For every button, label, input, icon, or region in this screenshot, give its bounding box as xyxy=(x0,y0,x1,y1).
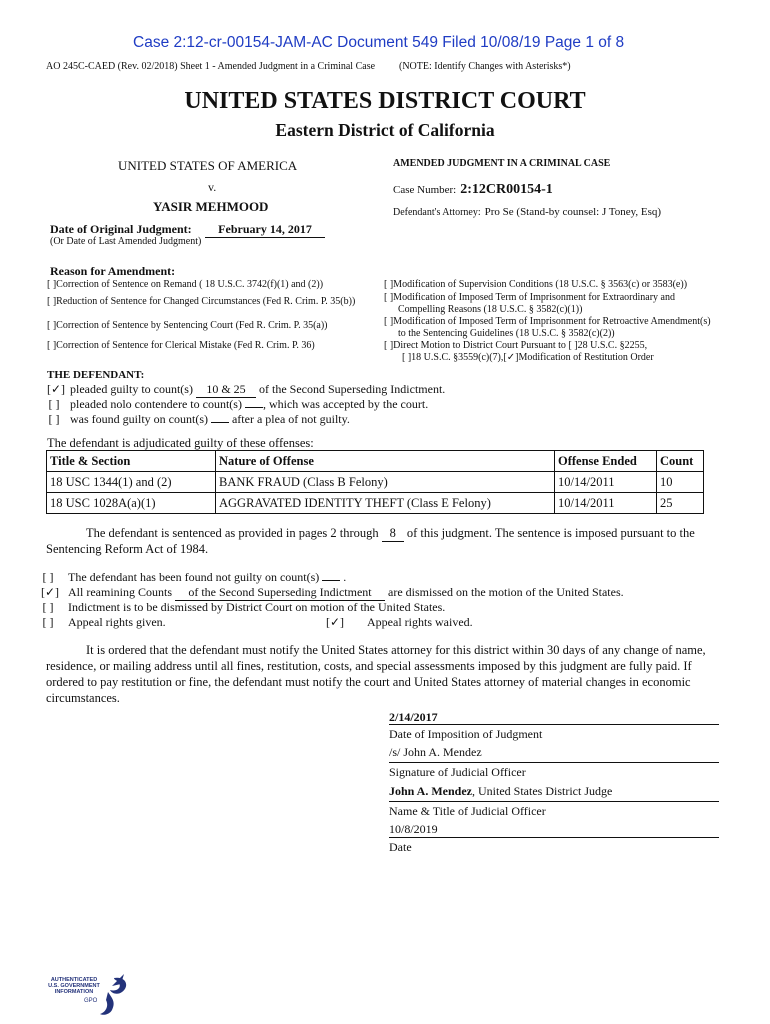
appeal-waived-line[interactable]: [✓] Appeal rights waived. xyxy=(326,615,473,629)
form-number: AO 245C-CAED (Rev. 02/2018) Sheet 1 - Amended Judgment in a Criminal Case xyxy=(46,61,376,72)
document-type: AMENDED JUDGMENT IN A CRIMINAL CASE xyxy=(393,158,611,169)
imposition-rule xyxy=(389,724,719,725)
col-count: Count xyxy=(657,451,704,472)
cell-nature: BANK FRAUD (Class B Felony) xyxy=(216,472,555,493)
indictment-checkbox[interactable]: [ ] xyxy=(42,600,54,614)
amend-right-5[interactable]: [ ]18 U.S.C. §3559(c)(7),[✓]Modification of Restitution Order xyxy=(402,352,654,363)
not-guilty-line[interactable]: [ ] The defendant has been found not guilty on count(s) . xyxy=(42,570,347,584)
imposition-label: Date of Imposition of Judgment xyxy=(389,727,543,741)
signature-date: 10/8/2019 xyxy=(389,822,438,836)
notice-paragraph: It is ordered that the defendant must notify the United States attorney for this district within 30 days of any change of name, residence, or mailing address until all fines, restitution, costs, and special assessments imposed by this judgment are fully paid. If ordered to pay restitution or fine, the defendant must notify the court and United States attorney of material changes in economic circumstances. xyxy=(46,643,706,705)
cell-count: 25 xyxy=(657,493,704,514)
remaining-counts-checkbox[interactable]: [✓] xyxy=(41,585,60,599)
plea-guilty-line[interactable]: [✓] pleaded guilty to count(s) 10 & 25 of the Second Superseding Indictment. xyxy=(47,382,446,396)
appeal-waived-checkbox[interactable]: [✓] xyxy=(326,615,345,629)
not-guilty-counts xyxy=(322,580,340,581)
amend-right-2-cont: Compelling Reasons (18 U.S.C. § 3582(c)(1)) xyxy=(398,304,583,315)
sentence-line-1: The defendant is sentenced as provided in pages 2 through 8 of this judgment. The sentence is imposed pursuant to the xyxy=(86,526,695,540)
not-guilty-checkbox[interactable]: [ ] xyxy=(42,570,54,584)
defendant-name: YASIR MEHMOOD xyxy=(153,199,269,214)
district-name: Eastern District of California xyxy=(275,120,495,140)
plea-nolo-checkbox[interactable]: [ ] xyxy=(48,397,60,411)
name-title-rule xyxy=(389,801,719,802)
found-guilty-line[interactable]: [ ] was found guilty on count(s) after a plea of not guilty. xyxy=(48,412,350,426)
cell-nature: AGGRAVATED IDENTITY THEFT (Class E Felony) xyxy=(216,493,555,514)
attorney-line xyxy=(393,202,661,220)
amend-right-3[interactable]: [ ]Modification of Imposed Term of Imprisonment for Retroactive Amendment(s) xyxy=(384,316,711,327)
plea-nolo-line[interactable]: [ ] pleaded nolo contendere to count(s) , which was accepted by the court. xyxy=(48,397,429,411)
judge-name-line xyxy=(389,784,612,799)
case-number: 2:12CR00154-1 xyxy=(460,182,553,197)
table-row xyxy=(47,493,704,514)
amendment-heading: Reason for Amendment: xyxy=(50,264,176,278)
appeal-given-line[interactable]: [ ] Appeal rights given. xyxy=(42,615,166,629)
indictment-line[interactable]: [ ] Indictment is to be dismissed by District Court on motion of the United States. xyxy=(42,600,446,614)
amend-right-3-cont: to the Sentencing Guidelines (18 U.S.C. § 3582(c)(2)) xyxy=(398,328,615,339)
judge-title: , United States District Judge xyxy=(472,784,613,798)
found-guilty-counts xyxy=(211,422,229,423)
amend-right-1[interactable]: [ ]Modification of Supervision Conditions (18 U.S.C. § 3563(c) or 3583(e)) xyxy=(384,279,688,290)
plaintiff-name: UNITED STATES OF AMERICA xyxy=(118,158,298,173)
remaining-counts-value: of the Second Superseding Indictment xyxy=(175,585,385,601)
defendant-heading: THE DEFENDANT: xyxy=(47,369,145,381)
date-label: Date xyxy=(389,840,412,854)
gpo-seal-text: AUTHENTICATED U.S. GOVERNMENT INFORMATION xyxy=(48,977,100,995)
amend-left-4[interactable]: [ ]Correction of Sentence for Clerical Mistake (Fed R. Crim. P. 36) xyxy=(47,340,315,351)
filing-header: Case 2:12-cr-00154-JAM-AC Document 549 Filed 10/08/19 Page 1 of 8 xyxy=(133,34,625,51)
plea-counts: 10 & 25 xyxy=(196,382,256,398)
amend-right-2[interactable]: [ ]Modification of Imposed Term of Imprisonment for Extraordinary and xyxy=(384,292,675,303)
cell-offense-ended: 10/14/2011 xyxy=(555,493,657,514)
sentence-line-2: Sentencing Reform Act of 1984. xyxy=(46,542,209,556)
offenses-header-row xyxy=(47,451,704,472)
judge-name: John A. Mendez xyxy=(389,784,473,798)
sentence-pages: 8 xyxy=(382,526,404,542)
offenses-table xyxy=(46,450,704,514)
versus: v. xyxy=(208,180,217,194)
col-offense-ended: Offense Ended xyxy=(555,451,657,472)
imposition-date: 2/14/2017 xyxy=(389,710,438,724)
attorney-name: Pro Se (Stand-by counsel: J Toney, Esq) xyxy=(484,206,662,218)
cell-title-section: 18 USC 1028A(a)(1) xyxy=(47,493,216,514)
found-guilty-checkbox[interactable]: [ ] xyxy=(48,412,60,426)
gpo-seal xyxy=(42,972,132,1018)
remaining-counts-line[interactable]: [✓] All reamining Counts of the Second Superseding Indictment are dismissed on the motion of the United States. xyxy=(41,585,624,599)
col-nature: Nature of Offense xyxy=(216,451,555,472)
offenses-intro: The defendant is adjudicated guilty of these offenses: xyxy=(47,436,314,450)
plea-guilty-checkbox[interactable]: [✓] xyxy=(47,382,66,396)
name-title-label: Name & Title of Judicial Officer xyxy=(389,804,546,818)
judge-signature: /s/ John A. Mendez xyxy=(389,745,482,759)
court-title: UNITED STATES DISTRICT COURT xyxy=(184,88,586,114)
gpo-label: GPO xyxy=(84,998,98,1004)
attorney-label: Defendant's Attorney: xyxy=(393,207,481,218)
original-judgment-label: Date of Original Judgment: xyxy=(50,222,192,236)
amend-left-3[interactable]: [ ]Correction of Sentence by Sentencing Court (Fed R. Crim. P. 35(a)) xyxy=(47,320,328,331)
original-judgment-date: February 14, 2017 xyxy=(205,222,325,238)
case-number-label: Case Number: xyxy=(393,184,457,196)
cell-count: 10 xyxy=(657,472,704,493)
table-row xyxy=(47,472,704,493)
cell-offense-ended: 10/14/2011 xyxy=(555,472,657,493)
amend-left-2[interactable]: [ ]Reduction of Sentence for Changed Circumstances (Fed R. Crim. P. 35(b)) xyxy=(47,296,356,307)
changes-note: (NOTE: Identify Changes with Asterisks*) xyxy=(399,61,571,72)
original-judgment-sub: (Or Date of Last Amended Judgment) xyxy=(50,236,202,247)
nolo-counts xyxy=(245,407,263,408)
signature-label: Signature of Judicial Officer xyxy=(389,765,526,779)
signature-rule xyxy=(389,762,719,763)
date-rule xyxy=(389,837,719,838)
cell-title-section: 18 USC 1344(1) and (2) xyxy=(47,472,216,493)
appeal-given-checkbox[interactable]: [ ] xyxy=(42,615,54,629)
amend-left-1[interactable]: [ ]Correction of Sentence on Remand ( 18 U.S.C. 3742(f)(1) and (2)) xyxy=(47,279,324,290)
amend-right-4[interactable]: [ ]Direct Motion to District Court Pursuant to [ ]28 U.S.C. §2255, xyxy=(384,340,648,351)
case-number-line xyxy=(393,180,553,198)
col-title-section: Title & Section xyxy=(47,451,216,472)
